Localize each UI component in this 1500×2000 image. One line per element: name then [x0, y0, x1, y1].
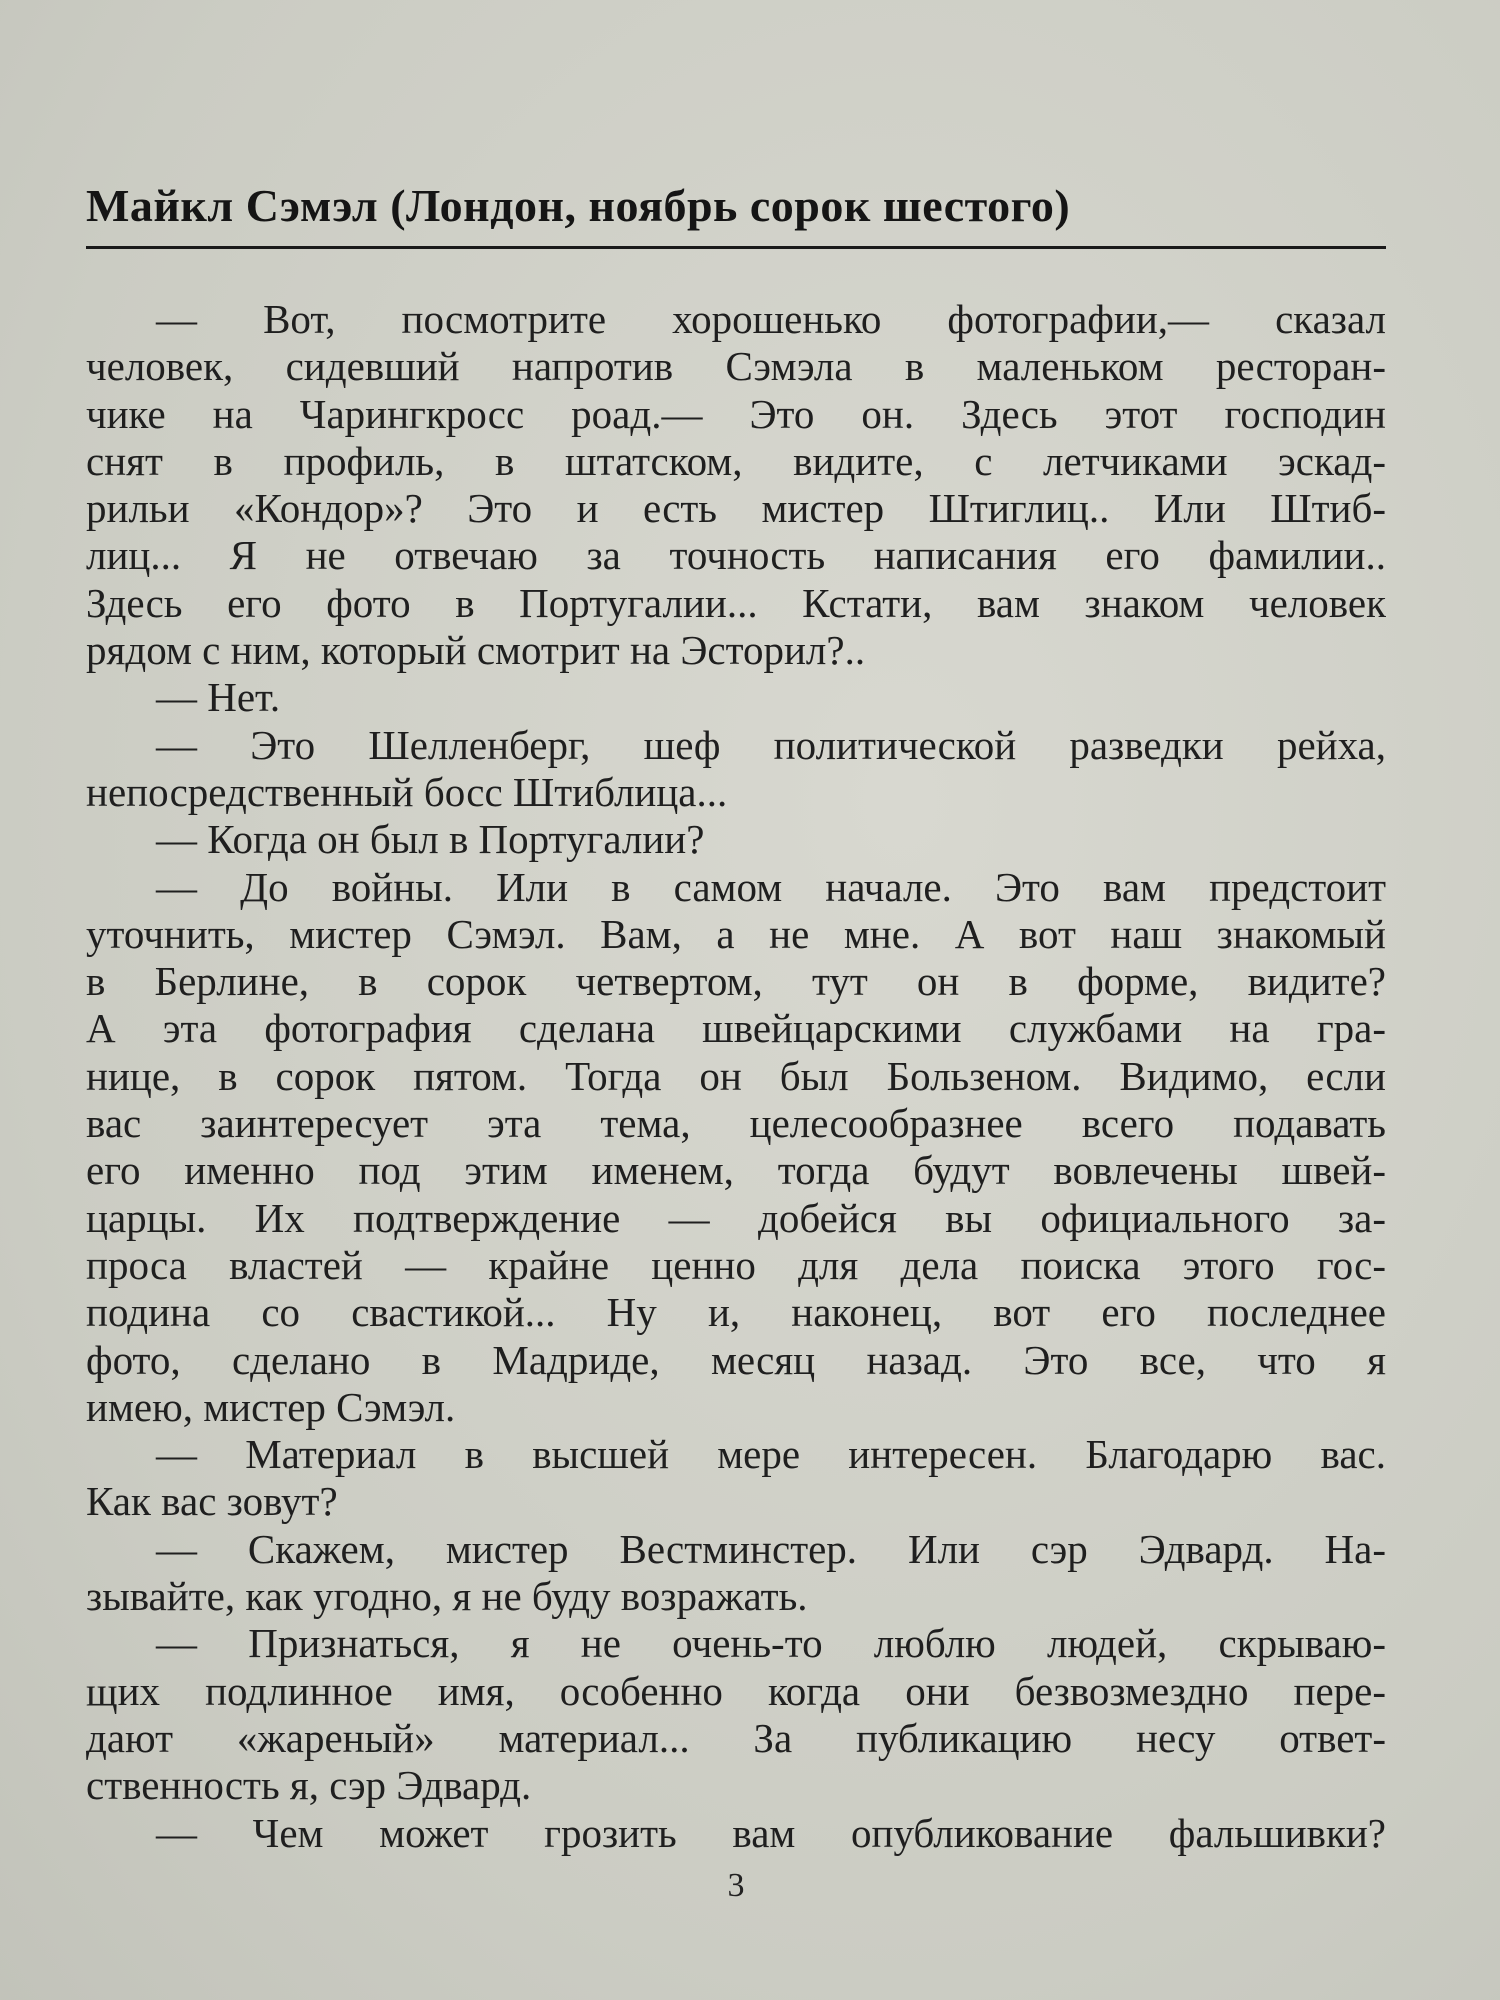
text-line: щих подлинное имя, особенно когда они безвозмездно пере-	[86, 1667, 1386, 1714]
text-line: лиц... Я не отвечаю за точность написания его фамилии..	[86, 532, 1386, 579]
text-line: уточнить, мистер Сэмэл. Вам, а не мне. А вот наш знакомый	[86, 910, 1386, 957]
text-line: Как вас зовут?	[86, 1478, 338, 1525]
text-line: — Вот, посмотрите хорошенько фотографии,— сказал	[156, 296, 1386, 342]
page-number: 3	[727, 1867, 745, 1904]
text-line: подина со свастикой... Ну и, наконец, вот его последнее	[86, 1289, 1386, 1336]
body-text	[86, 296, 1386, 1857]
text-line: непосредственный босс Штиблица...	[86, 768, 728, 815]
text-line: нице, в сорок пятом. Тогда он был Бользеном. Видимо, если	[86, 1052, 1386, 1099]
text-line: А эта фотография сделана швейцарскими службами на гра-	[86, 1005, 1386, 1052]
text-line: дают «жареный» материал... За публикацию несу ответ-	[86, 1714, 1386, 1761]
text-line: в Берлине, в сорок четвертом, тут он в форме, видите?	[86, 958, 1386, 1005]
text-line: — До войны. Или в самом начале. Это вам предстоит	[156, 863, 1386, 910]
text-line: чике на Чарингкросс роад.— Это он. Здесь этот господин	[86, 390, 1386, 437]
text-line: — Признаться, я не очень-то люблю людей, скрываю-	[156, 1620, 1386, 1667]
text-line: — Это Шелленберг, шеф политической разведки рейха,	[156, 721, 1386, 768]
text-line: Здесь его фото в Португалии... Кстати, вам знаком человек	[86, 579, 1386, 626]
text-line: — Скажем, мистер Вестминстер. Или сэр Эдвард. На-	[156, 1525, 1386, 1572]
book-page	[86, 0, 1386, 2000]
text-line: снят в профиль, в штатском, видите, с летчиками эскад-	[86, 437, 1386, 484]
text-line: его именно под этим именем, тогда будут вовлечены швей-	[86, 1147, 1386, 1194]
text-line: — Нет.	[156, 674, 281, 721]
text-line: — Когда он был в Португалии?	[156, 816, 705, 863]
text-line: человек, сидевший напротив Сэмэла в маленьком ресторан-	[86, 343, 1386, 390]
text-line: царцы. Их подтверждение — добейся вы официального за-	[86, 1194, 1386, 1241]
chapter-title: Майкл Сэмэл (Лондон, ноябрь сорок шестого)	[86, 180, 1071, 231]
title-divider	[86, 246, 1386, 249]
text-line: ственность я, сэр Эдвард.	[86, 1762, 532, 1809]
text-line: — Материал в высшей мере интересен. Благодарю вас.	[156, 1431, 1386, 1478]
text-line: имею, мистер Сэмэл.	[86, 1383, 456, 1430]
text-line: рильи «Кондор»? Это и есть мистер Штиглиц.. Или Штиб-	[86, 485, 1386, 532]
text-line: зывайте, как угодно, я не буду возражать.	[86, 1573, 808, 1620]
text-line: фото, сделано в Мадриде, месяц назад. Это все, что я	[86, 1336, 1386, 1383]
text-line: — Чем может грозить вам опубликование фальшивки?	[156, 1809, 1386, 1856]
text-line: рядом с ним, который смотрит на Эсторил?..	[86, 627, 866, 674]
text-line: вас заинтересует эта тема, целесообразнее всего подавать	[86, 1100, 1386, 1147]
text-line: проса властей — крайне ценно для дела поиска этого гос-	[86, 1241, 1386, 1288]
